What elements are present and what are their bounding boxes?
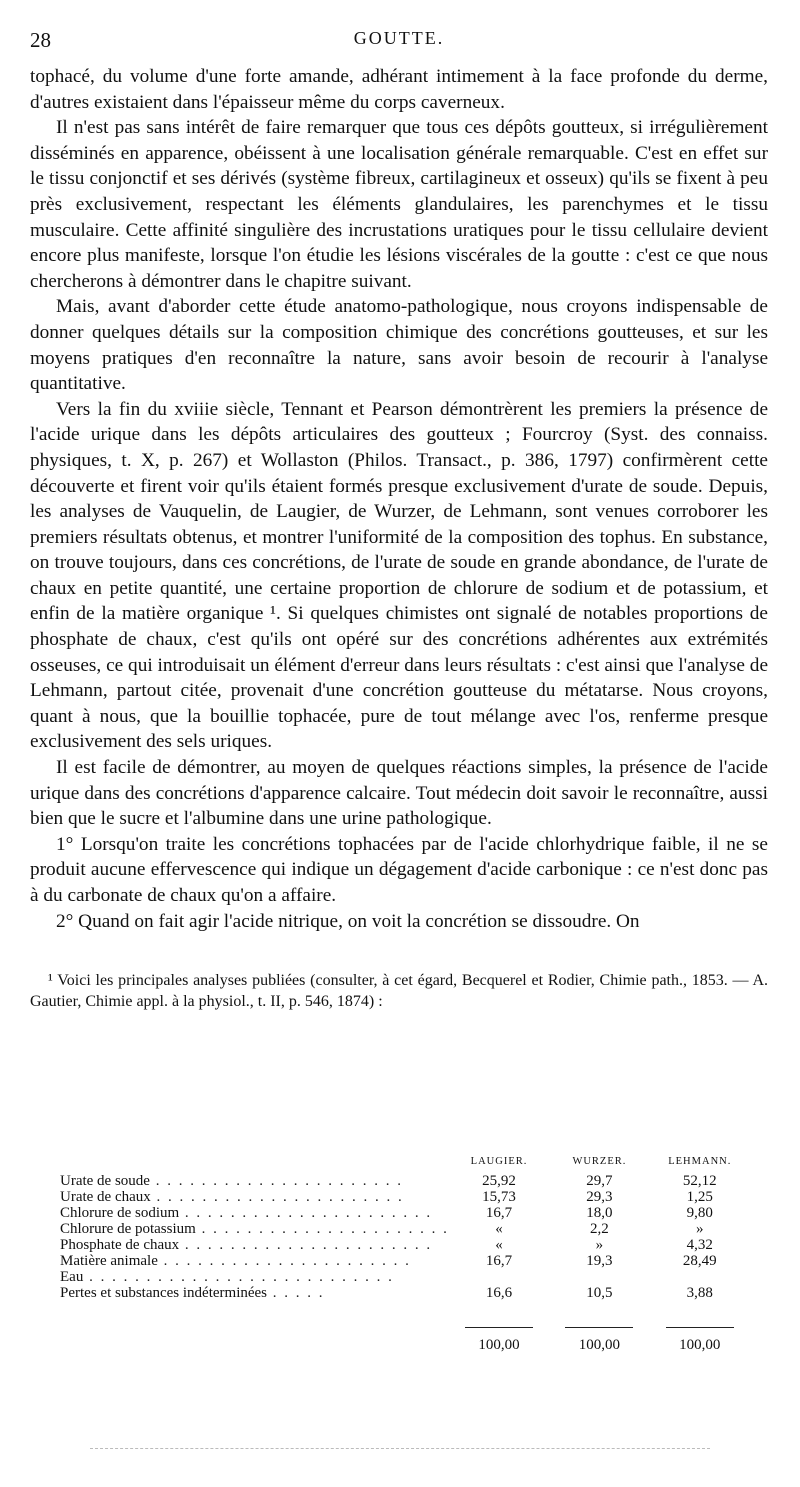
table-row (60, 1253, 750, 1269)
table-header-row (60, 1155, 750, 1173)
row-label-text: Eau (60, 1269, 84, 1285)
total-cell (549, 1301, 649, 1353)
leader-dots: . . . . . (267, 1285, 325, 1301)
table-cell: 16,6 (485, 1285, 513, 1301)
table-cell: 52,12 (682, 1173, 717, 1189)
total-label-blank (60, 1301, 449, 1353)
total-value: 100,00 (679, 1337, 721, 1353)
row-label (60, 1237, 449, 1253)
total-value: 100,00 (478, 1337, 520, 1353)
running-title: GOUTTE. (353, 28, 445, 48)
table-cell: 3,88 (686, 1285, 713, 1301)
leader-dots: . . . . . . . . . . . . . . . . . . . . . . (195, 1221, 449, 1237)
row-label-text: Phosphate de chaux (60, 1237, 180, 1253)
page-header (30, 28, 768, 56)
table-row (60, 1173, 750, 1189)
table-cell: 29,3 (586, 1189, 613, 1205)
body-text (30, 64, 768, 934)
total-cell (449, 1301, 549, 1353)
paragraph: Il n'est pas sans intérêt de faire remarquer que tous ces dépôts goutteux, si irrégulièrement disséminés en apparence, obéissent à une localisation générale remarquable. C'est en effet sur le tissu conjonctif et ses dérivés (système fibreux, cartilagineux et osseux) qu'ils se fixent à peu près exclusivement, respectant les éléments glandulaires, les parenchymes et le tissu musculaire. Cette affinité singulière des incrustations uratiques pour le tissu cellulaire devient encore plus manifeste, lorsque l'on étudie les lésions viscérales de la goutte : c'est ce que nous chercherons à démontrer dans le chapitre suivant. (30, 117, 768, 292)
table-cell: 18,0 (586, 1205, 613, 1221)
analysis-table-wrapper (60, 1155, 750, 1353)
sum-rule (465, 1327, 533, 1328)
row-label-text: Urate de soude (60, 1173, 150, 1189)
table-row (60, 1189, 750, 1205)
table-cell: 16,7 (485, 1205, 513, 1221)
column-header-laugier: LAUGIER. (470, 1156, 528, 1167)
footnote (30, 970, 768, 1012)
table-cell: 9,80 (686, 1205, 713, 1221)
row-label-text: Chlorure de sodium (60, 1205, 180, 1221)
table-cell: 10,5 (586, 1285, 613, 1301)
table-cell: « (495, 1221, 503, 1237)
row-label (60, 1285, 449, 1301)
table-cell: 2,2 (590, 1221, 609, 1237)
table-cell (549, 1269, 649, 1285)
page (30, 28, 768, 1012)
paragraph: tophacé, du volume d'une forte amande, adhérant intimement à la face profonde du derme, d'autres existaient dans l'épaisseur même du corps caverneux. (30, 66, 768, 113)
paragraph: Vers la fin du xviiie siècle, Tennant et Pearson démontrèrent les premiers la présence de l'acide urique dans les dépôts articulaires des goutteux ; Fourcroy (Syst. des connaiss. physiques, t. X, p. 267) et Wollaston (Philos. Transact., p. 386, 1797) confirmèrent cette découverte et firent voir qu'ils étaient formés presque exclusivement d'urate de soude. Depuis, les analyses de Vauquelin, de Laugier, de Wurzer, de Lehmann, sont venues corroborer les premiers résultats obtenus, et montrer l'uniformité de la composition des tophus. En substance, on trouve toujours, dans ces concrétions, de l'urate de soude en grande abondance, de l'urate de chaux en petite quantité, une certaine proportion de chlorure de sodium et de potassium, et enfin de la matière organique ¹. Si quelques chimistes ont signalé de notables proportions de phosphate de chaux, c'est qu'ils ont opéré sur des concrétions adhérentes aux extrémités osseuses, ce qui introduisait un élément d'erreur dans leurs résultats : c'est ainsi que l'analyse de Lehmann, partout citée, provenait d'une concrétion goutteuse du métatarse. Nous croyons, quant à nous, que la bouillie tophacée, pure de tout mélange avec l'os, renferme presque exclusivement des sels uriques. (30, 398, 768, 753)
table-cell: 29,7 (586, 1173, 613, 1189)
table-cell: » (696, 1221, 704, 1237)
table-cell: 4,32 (686, 1237, 713, 1253)
table-header-blank (60, 1155, 449, 1173)
table-cell: 19,3 (586, 1253, 613, 1269)
paragraph: 1° Lorsqu'on traite les concrétions tophacées par de l'acide chlorhydrique faible, il ne se produit aucune effervescence qui indique un dégagement d'acide carbonique : ce n'est donc pas à du carbonate de chaux qu'on a affaire. (30, 833, 768, 906)
column-header-wurzer: WURZER. (572, 1156, 627, 1167)
table-cell: » (595, 1237, 604, 1253)
row-label (60, 1253, 449, 1269)
column-header-lehmann: LEHMANN. (668, 1156, 732, 1167)
row-label-text: Chlorure de potassium (60, 1221, 196, 1237)
sum-rule (666, 1327, 734, 1328)
table-cell: 28,49 (682, 1253, 717, 1269)
paragraph: Mais, avant d'aborder cette étude anatomo-pathologique, nous croyons indispensable de donner quelques détails sur la composition chimique des concrétions goutteuses, et sur les moyens pratiques d'en reconnaître la nature, sans avoir besoin de recourir à l'analyse quantitative. (30, 296, 768, 395)
leader-dots: . . . . . . . . . . . . . . . . . . . . . . (150, 1189, 404, 1205)
table-cell: 15,73 (482, 1189, 516, 1205)
table-cell: « (495, 1237, 503, 1253)
row-label (60, 1205, 449, 1221)
leader-dots: . . . . . . . . . . . . . . . . . . . . . . (179, 1237, 433, 1253)
sum-rule (565, 1327, 633, 1328)
leader-dots: . . . . . . . . . . . . . . . . . . . . . . . . . . . (83, 1269, 394, 1285)
row-label-text: Matière animale (60, 1253, 158, 1269)
paragraph: Il est facile de démontrer, au moyen de quelques réactions simples, la présence de l'acide urique dans des concrétions d'apparence calcaire. Tout médecin doit savoir le reconnaître, aussi bien que le sucre et l'albumine dans une urine pathologique. (30, 757, 768, 830)
table-cell (449, 1269, 549, 1285)
table-row (60, 1237, 750, 1253)
row-label (60, 1269, 449, 1285)
footnote-text: ¹ Voici les principales analyses publiées (consulter, à cet égard, Becquerel et Rodier, Chimie path., 1853. — A. Gautier, Chimie appl. à la physiol., t. II, p. 546, 1874) : (30, 972, 768, 1011)
table-cell (650, 1269, 750, 1285)
paragraph: 2° Quand on fait agir l'acide nitrique, on voit la concrétion se dissoudre. On (56, 910, 640, 932)
row-label (60, 1189, 449, 1205)
table-row (60, 1205, 750, 1221)
page-number: 28 (30, 28, 51, 52)
table-cell: 25,92 (482, 1173, 516, 1189)
leader-dots: . . . . . . . . . . . . . . . . . . . . . . (179, 1205, 433, 1221)
table-cell: 16,7 (485, 1253, 513, 1269)
row-label (60, 1221, 449, 1237)
row-label-text: Pertes et substances indéterminées (60, 1285, 268, 1301)
leader-dots: . . . . . . . . . . . . . . . . . . . . . . (157, 1253, 411, 1269)
row-label-text: Urate de chaux (60, 1189, 151, 1205)
table-row (60, 1221, 750, 1237)
table-total-row (60, 1301, 750, 1353)
total-value: 100,00 (578, 1337, 621, 1353)
row-label (60, 1173, 449, 1189)
table-row (60, 1285, 750, 1301)
table-cell: 1,25 (686, 1189, 713, 1205)
total-cell (650, 1301, 750, 1353)
leader-dots: . . . . . . . . . . . . . . . . . . . . . . (149, 1173, 403, 1189)
table-row (60, 1269, 750, 1285)
analysis-table (60, 1155, 750, 1353)
bottom-rule (90, 1448, 710, 1449)
